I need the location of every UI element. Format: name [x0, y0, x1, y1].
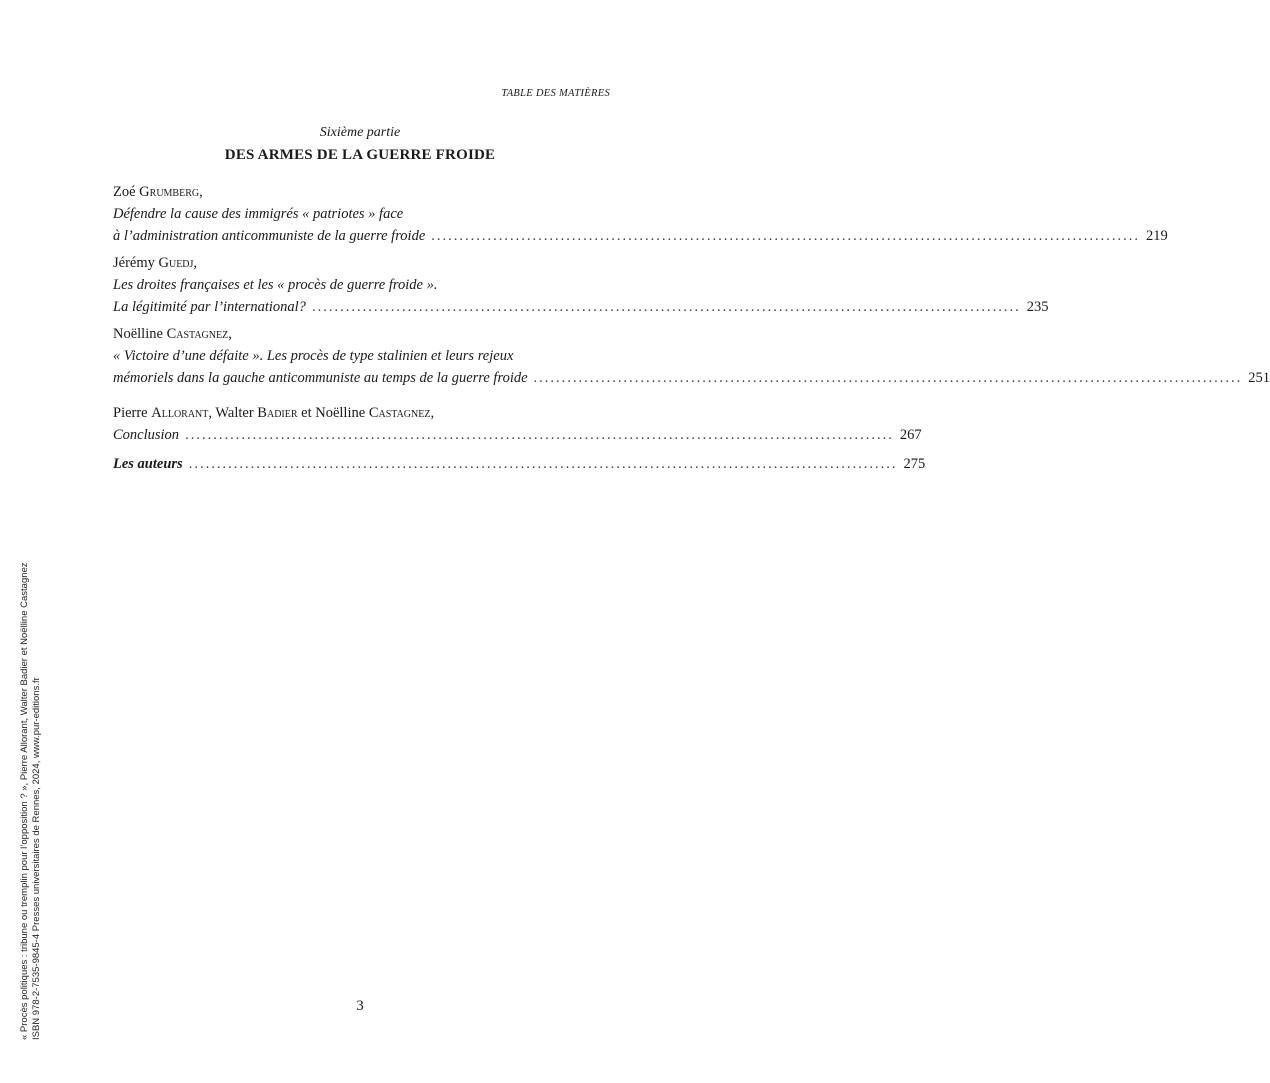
toc-entry-authors [113, 453, 926, 475]
entry-page-number: 219 [1146, 228, 1168, 244]
author-surname: Guedj [158, 255, 194, 271]
entry-title-line: La légitimité par l’international? [113, 299, 306, 315]
entry-page-number: 275 [903, 456, 926, 472]
entry-title-line: Les auteurs [113, 456, 183, 472]
part-label: Sixième partie [319, 125, 401, 140]
entry-title-line: à l’administration anticommuniste de la guerre froide [113, 228, 426, 244]
dot-leader: .............................................................................................................................. [185, 427, 894, 443]
entry-title-line: Défendre la cause des immigrés « patriotes » face [113, 206, 404, 222]
entry-page-number: 267 [899, 427, 922, 443]
dot-leader: .............................................................................................................................. [311, 299, 1021, 315]
toc-entry-castagnez [113, 323, 1270, 389]
entry-title-leader [113, 296, 1049, 318]
author-surname: Castagnez [368, 405, 431, 421]
entry-title-leader [113, 453, 926, 475]
entry-title-line: mémoriels dans la gauche anticommuniste au temps de la guerre froide [113, 370, 528, 386]
running-head: TABLE DES MATIÈRES [501, 88, 610, 99]
entry-title-leader [113, 367, 1270, 389]
entry-author: Pierre Allorant, Walter Badier et Noëlline Castagnez, [113, 405, 435, 421]
author-surname: Castagnez [166, 326, 229, 342]
side-credit [19, 562, 43, 1040]
dot-leader: .............................................................................................................................. [188, 456, 898, 472]
author-surname: Grumberg [139, 184, 200, 200]
entry-author: Jérémy Guedj, [113, 255, 198, 271]
entry-author: Noëlline Castagnez, [113, 326, 232, 342]
entry-page-number: 251 [1248, 370, 1270, 386]
author-surname: Badier [257, 405, 298, 421]
dot-leader: .............................................................................................................................. [431, 228, 1141, 244]
part-title: DES ARMES DE LA GUERRE FROIDE [224, 147, 496, 163]
entry-title-line: Les droites françaises et les « procès de guerre froide ». [113, 277, 438, 293]
entry-title-line: « Victoire d’une défaite ». Les procès de type stalinien et leurs rejeux [113, 348, 514, 364]
toc-entry-guedj [113, 252, 1049, 318]
side-credit-line: « Procès politiques : tribune ou tremplin pour l’opposition ? », Pierre Allorant, Walter Badier et Noëlline Castagnez [19, 562, 30, 1040]
page-number: 3 [356, 998, 364, 1014]
entry-page-number: 235 [1026, 299, 1049, 315]
entry-title-leader [113, 225, 1168, 247]
entry-title-line: Conclusion [113, 427, 180, 443]
toc-entry-conclusion [113, 402, 922, 446]
entry-title-leader [113, 424, 922, 446]
dot-leader: .............................................................................................................................. [533, 370, 1243, 386]
author-surname: Allorant [151, 405, 209, 421]
toc-entry-grumberg [113, 181, 1168, 247]
entry-author: Zoé Grumberg, [113, 184, 203, 200]
side-credit-line: ISBN 978-2-7535-9845-4 Presses universitaires de Rennes, 2024, www.pur-editions.fr [31, 677, 42, 1040]
